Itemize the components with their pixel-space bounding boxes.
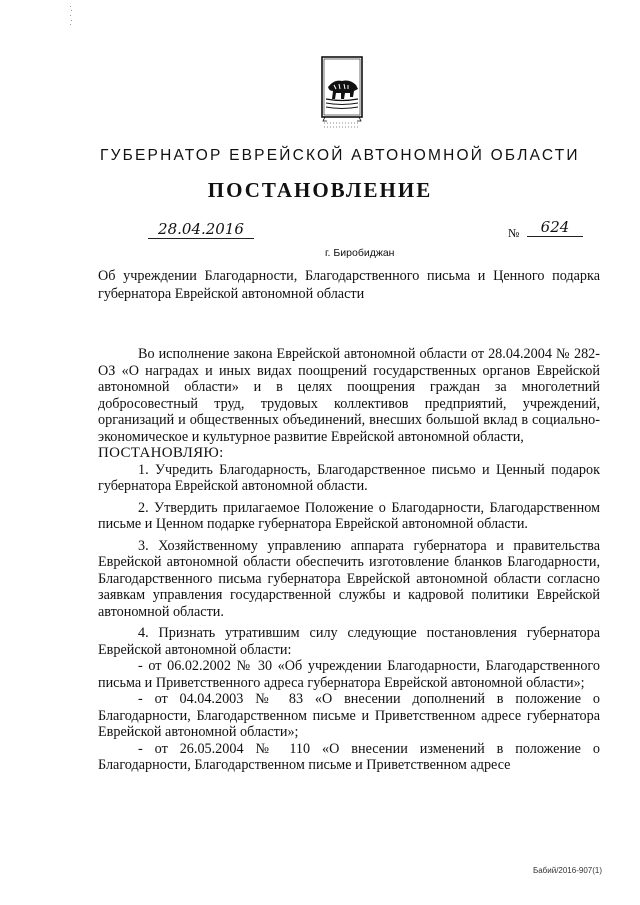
- resolve-heading: ПОСТАНОВЛЯЮ:: [98, 445, 224, 461]
- item-1: 1. Учредить Благодарность, Благодарственное письмо и Ценный подарок губернатора Еврейской автономной области.: [98, 461, 600, 494]
- document-type-title: ПОСТАНОВЛЕНИЕ: [207, 178, 433, 202]
- item-3: 3. Хозяйственному управлению аппарата губернатора и правительства Еврейской автономной области обеспечить изготовление бланков Благодарности, Благодарственного письма губернатора Еврейской автономной области согласно заявкам управления государственной службы и кадровой политики Еврейской автономной области.: [98, 537, 600, 620]
- document-body: [98, 341, 600, 774]
- item-2: 2. Утвердить прилагаемое Положение о Благодарности, Благодарственном письме и Ценном подарке губернатора Еврейской автономной области.: [98, 499, 600, 532]
- item-4-sub-b: - от 04.04.2003 № 83 «О внесении дополнений в положение о Благодарности, Благодарственном письме и Приветственном адресе губернатора Еврейской автономной области»;: [98, 691, 600, 740]
- document-date: 28.04.2016: [148, 221, 254, 239]
- document-code: Бабий/2016-907(1): [532, 866, 602, 875]
- document-number: 624: [527, 219, 583, 237]
- coat-of-arms-tiger-icon: [320, 55, 364, 139]
- city: г. Биробиджан: [325, 247, 395, 259]
- preamble-paragraph: Во исполнение закона Еврейской автономной области от 28.04.2004 № 282-ОЗ «О наградах и иных видах поощрений государственных органов Еврейской автономной области» и в целях поощрения граждан за многолетний добросовестный труд, трудовых коллективов предприятий, учреждений, организаций и общественных объединений, внесших большой вклад в социально-экономическое и культурное развитие Еврейской автономной области,: [98, 346, 600, 445]
- scan-mark: [68, 6, 74, 26]
- issuing-authority: ГУБЕРНАТОР ЕВРЕЙСКОЙ АВТОНОМНОЙ ОБЛАСТИ: [100, 147, 580, 164]
- item-4: 4. Признать утратившим силу следующие постановления губернатора Еврейской автономной области:: [98, 625, 600, 658]
- document-subject: Об учреждении Благодарности, Благодарственного письма и Ценного подарка губернатора Еврейской автономной области: [98, 268, 600, 302]
- item-4-sub-a: - от 06.02.2002 № 30 «Об учреждении Благодарности, Благодарственного письма и Приветственного адреса губернатора Еврейской автономной области»;: [98, 658, 600, 691]
- number-sign: №: [508, 226, 520, 240]
- item-4-sub-c: - от 26.05.2004 № 110 «О внесении изменений в положение о Благодарности, Благодарственном письме и Приветственном адресе: [98, 740, 600, 773]
